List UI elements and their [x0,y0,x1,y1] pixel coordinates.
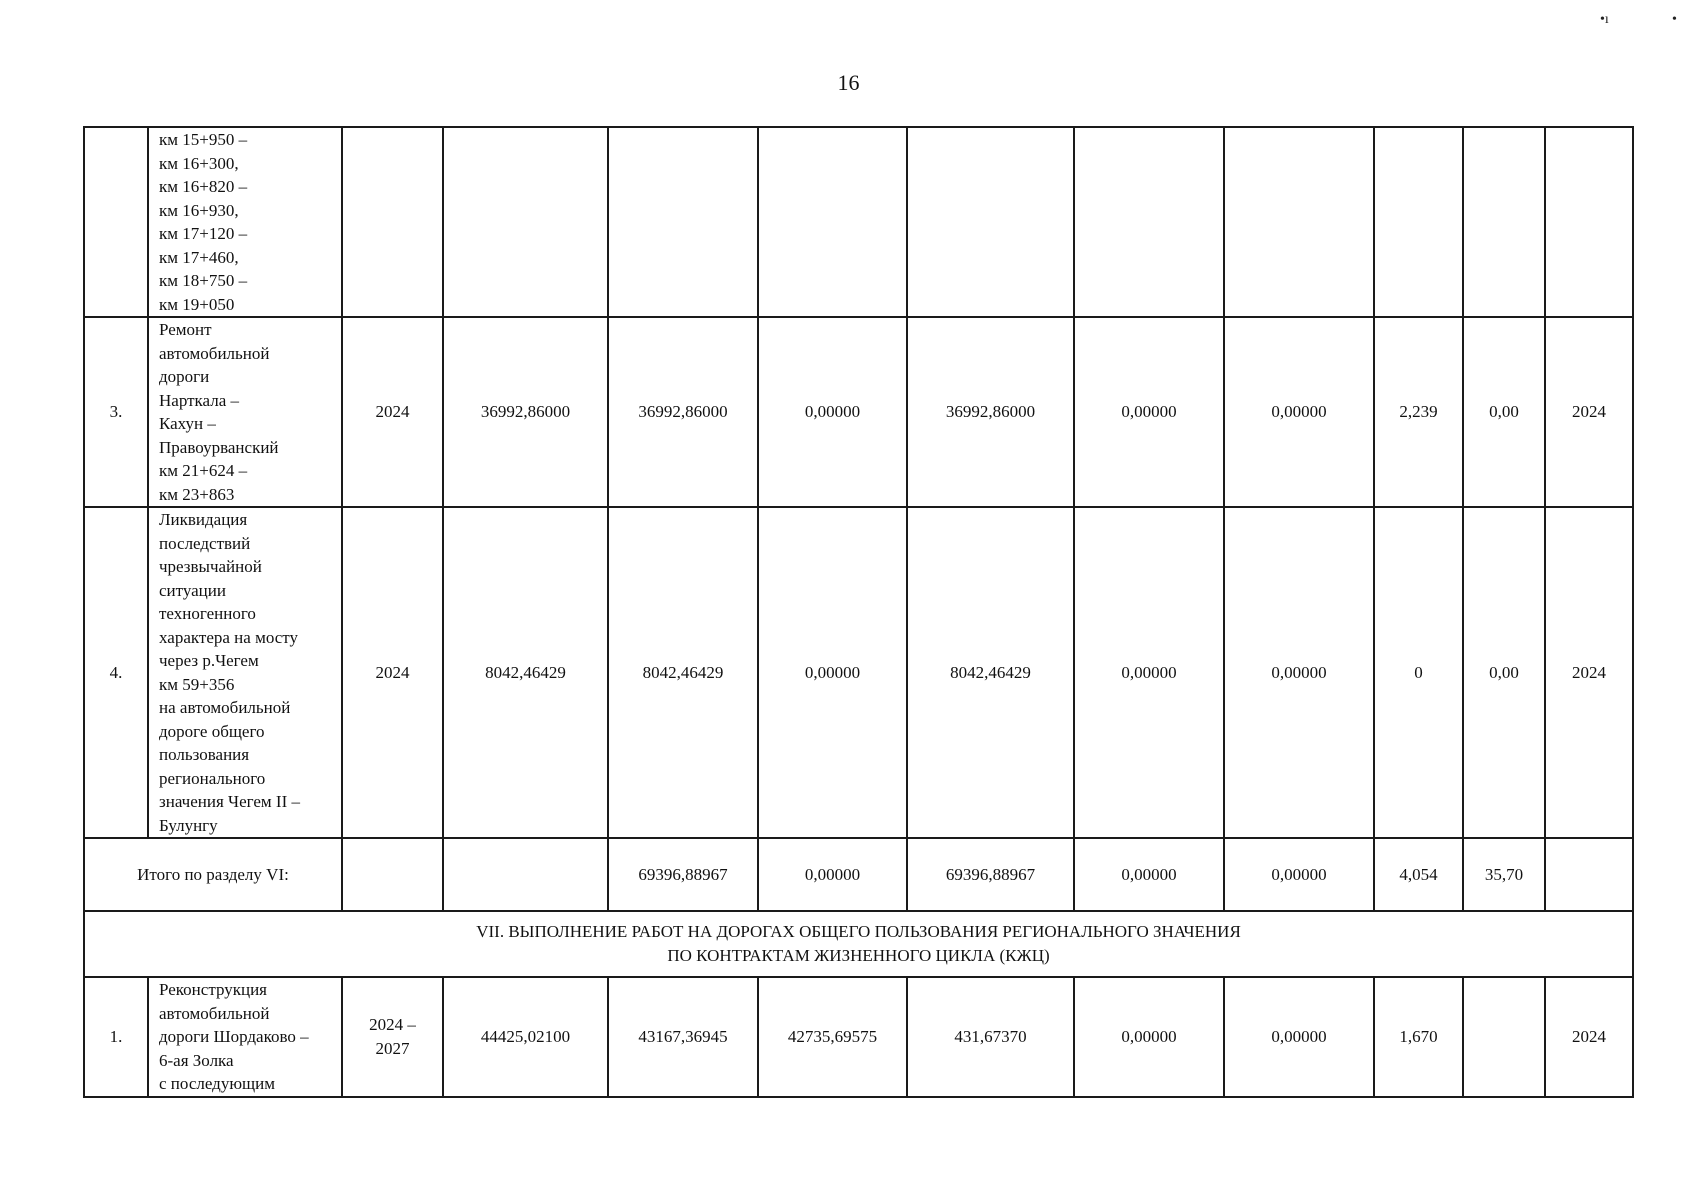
years-cell: 2024 [342,507,443,838]
value-cell: 2,239 [1374,317,1463,507]
row-number: 3. [84,317,148,507]
object-name-cell: км 15+950 – км 16+300, км 16+820 – км 16+930, км 17+120 – км 17+460, км 18+750 – км 19+050 [148,127,342,317]
table-row [84,507,1633,838]
value-cell: 0,00000 [1074,507,1224,838]
value-cell: 0,00000 [1224,317,1374,507]
value-cell [1463,977,1545,1097]
value-cell [1374,127,1463,317]
value-cell: 2024 [1545,317,1633,507]
value-cell [1224,127,1374,317]
value-cell: 69396,88967 [608,838,758,911]
value-cell: 0,00 [1463,317,1545,507]
value-cell [443,127,608,317]
budget-table [83,126,1634,1098]
value-cell: 2024 [1545,507,1633,838]
value-cell: 1,670 [1374,977,1463,1097]
value-cell: 36992,86000 [608,317,758,507]
value-cell: 0,00000 [758,838,907,911]
years-cell [342,127,443,317]
row-number [84,127,148,317]
value-cell: 43167,36945 [608,977,758,1097]
value-cell: 0,00000 [1224,507,1374,838]
value-cell [1463,127,1545,317]
table-row [84,127,1633,317]
value-cell: 0,00000 [1074,977,1224,1097]
value-cell [1074,127,1224,317]
value-cell [1545,127,1633,317]
value-cell [342,838,443,911]
section-header-row [84,911,1633,977]
value-cell: 44425,02100 [443,977,608,1097]
value-cell: 8042,46429 [907,507,1074,838]
value-cell: 0,00000 [1074,317,1224,507]
value-cell: 36992,86000 [443,317,608,507]
years-cell: 2024 [342,317,443,507]
object-name-cell: Ремонт автомобильной дороги Нарткала – Кахун – Правоурванский км 21+624 – км 23+863 [148,317,342,507]
object-name-cell: Реконструкция автомобильной дороги Шордаково – 6-ая Золка с последующим [148,977,342,1097]
section-title: VII. ВЫПОЛНЕНИЕ РАБОТ НА ДОРОГАХ ОБЩЕГО ПОЛЬЗОВАНИЯ РЕГИОНАЛЬНОГО ЗНАЧЕНИЯ ПО КОНТРАКТАМ ЖИЗНЕННОГО ЦИКЛА (КЖЦ) [84,911,1633,977]
value-cell: 0,00000 [1224,838,1374,911]
table-row [84,317,1633,507]
value-cell: 0,00000 [1074,838,1224,911]
value-cell: 4,054 [1374,838,1463,911]
value-cell: 8042,46429 [608,507,758,838]
value-cell: 0 [1374,507,1463,838]
value-cell: 8042,46429 [443,507,608,838]
value-cell: 36992,86000 [907,317,1074,507]
total-row [84,838,1633,911]
row-number: 4. [84,507,148,838]
value-cell [443,838,608,911]
row-number: 1. [84,977,148,1097]
value-cell: 2024 [1545,977,1633,1097]
total-label: Итого по разделу VI: [84,838,342,911]
value-cell [608,127,758,317]
value-cell [907,127,1074,317]
value-cell: 42735,69575 [758,977,907,1097]
value-cell: 0,00 [1463,507,1545,838]
value-cell: 0,00000 [1224,977,1374,1097]
value-cell: 0,00000 [758,507,907,838]
value-cell: 69396,88967 [907,838,1074,911]
scan-mark: •ı [1600,12,1609,27]
page-number: 16 [837,70,860,95]
value-cell: 35,70 [1463,838,1545,911]
scan-mark: • [1672,12,1677,27]
value-cell: 0,00000 [758,317,907,507]
value-cell [758,127,907,317]
value-cell [1545,838,1633,911]
value-cell: 431,67370 [907,977,1074,1097]
table-row [84,977,1633,1097]
object-name-cell: Ликвидация последствий чрезвычайной ситуации техногенного характера на мосту через р.Чегем км 59+356 на автомобильной дороге общего пользования регионального значения Чегем II – Булунгу [148,507,342,838]
years-cell: 2024 – 2027 [342,977,443,1097]
